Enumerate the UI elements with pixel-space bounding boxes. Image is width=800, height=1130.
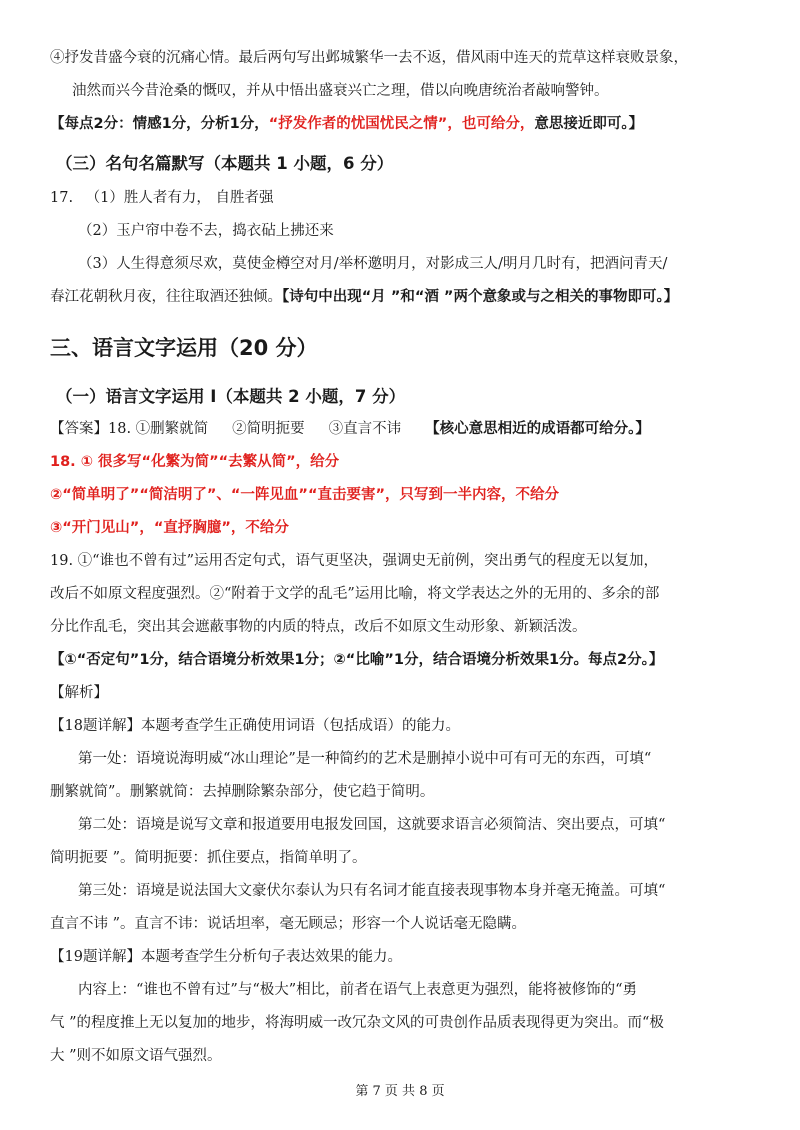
score-note-b: 意思接近即可。】: [534, 116, 644, 132]
q17-number: 17.: [50, 190, 74, 206]
q18-detail-p2b: 简明扼要 ”。简明扼要：抓住要点，指简单明了。: [50, 850, 367, 866]
q19-answer-line1: 19. ①“谁也不曾有过”运用否定句式，语气更坚决，强调史无前例，突出勇气的程度无以复加，: [50, 553, 658, 569]
score-note-a: 【每点2分：情感1分，分析1分，: [50, 116, 269, 132]
q17-answer-2: （2）玉户帘中卷不去，捣衣砧上拂还来: [78, 223, 334, 239]
page-content: [50, 42, 770, 1073]
section-3-title: （三）名句名篇默写（本题共 1 小题，6 分）: [56, 154, 394, 173]
part-3-title: 三、语言文字运用（20 分）: [50, 336, 318, 360]
q18-detail-p1b: 删繁就简”。删繁就简：去掉删除繁杂部分，使它趋于简明。: [50, 784, 435, 800]
q19-detail-p1c: 大 ”则不如原文语气强烈。: [50, 1048, 222, 1064]
q19-detail-p1a: 内容上：“谁也不曾有过”与“极大”相比，前者在语气上表意更为强烈，能将被修饰的“勇: [78, 982, 638, 998]
q17-answer-1: （1）胜人者有力， 自胜者强: [85, 190, 274, 206]
q18-detail-p3a: 第三处：语境是说法国大文豪伏尔泰认为只有名词才能直接表现事物本身并毫无掩盖。可填“: [78, 883, 666, 899]
page-footer: 第 7 页 共 8 页: [355, 1084, 445, 1099]
q18-detail-head-row: [50, 710, 770, 743]
q19-answer-line2: 改后不如原文程度强烈。②“附着于文学的乱毛”运用比喻，将文学表达之外的无用的、多余的部: [50, 586, 660, 602]
score-note-q16: [50, 108, 770, 141]
score-note-red: “抒发作者的忧国忧民之情”，也可给分，: [268, 116, 535, 132]
q19-detail-intro: 本题考查学生分析句子表达效果的能力。: [140, 949, 402, 965]
q18-red-note-3: ③“开门见山”，“直抒胸臆”，不给分: [50, 520, 289, 536]
q17-answer-3a: （3）人生得意须尽欢，莫使金樽空对月/举杯邀明月，对影成三人/明月几时有，把酒问青天/: [78, 256, 668, 272]
q18-detail-p2a: 第二处：语境是说写文章和报道要用电报发回国，这就要求语言必须简洁、突出要点，可填“: [78, 817, 666, 833]
q19-detail-p1b: 气 ”的程度推上无以复加的地步，将海明威一改冗杂文风的可贵创作品质表现得更为突出。而“极: [50, 1015, 664, 1031]
q18-score-note: 【核心意思相近的成语都可给分。】: [425, 421, 650, 437]
q17-answer-3b: 春江花朝秋月夜，往往取酒还独倾。: [50, 289, 282, 305]
q18-answer-c: ③直言不讳: [328, 421, 402, 437]
q18-red-note-2: ②“简单明了”“简洁明了”、“一阵见血”“直击要害”，只写到一半内容，不给分: [50, 487, 560, 503]
q18-answer-b: ②简明扼要: [232, 421, 305, 437]
part-3-sub1-title: （一）语言文字运用 Ⅰ（本题共 2 小题，7 分）: [56, 387, 406, 406]
q19-detail-head-row: [50, 941, 770, 974]
para-q16-line1: ④抒发昔盛今衰的沉痛心情。最后两句写出邺城繁华一去不返，借风雨中连天的荒草这样衰败景象，: [50, 50, 688, 66]
q18-detail-p1a: 第一处：语境说海明威“冰山理论”是一种简约的艺术是删掉小说中可有可无的东西，可填“: [78, 751, 652, 767]
q17-score-note: 【诗句中出现“月 ”和“酒 ”两个意象或与之相关的事物即可。】: [282, 289, 679, 305]
q18-detail-p3b: 直言不讳 ”。直言不讳：说话坦率，毫无顾忌；形容一个人说话毫无隐瞒。: [50, 916, 527, 932]
analysis-label: 【解析】: [50, 685, 108, 701]
q17-answer-3b-row: [50, 281, 770, 314]
para-q16-line2: 油然而兴今昔沧桑的慨叹，并从中悟出盛衰兴亡之理，借以向晚唐统治者敲响警钟。: [72, 83, 609, 99]
q19-score-note: 【①“否定句”1分，结合语境分析效果1分；②“比喻”1分，结合语境分析效果1分。每点2分。】: [50, 652, 664, 668]
q18-red-note-1: 18. ① 很多写“化繁为简”“去繁从简”，给分: [50, 454, 340, 470]
q19-detail-head: 【19题详解】: [50, 949, 141, 965]
q17-line1: [50, 182, 770, 215]
q19-answer-line3: 分比作乱毛，突出其会遮蔽事物的内质的特点，改后不如原文生动形象、新颖活泼。: [50, 619, 587, 635]
q18-detail-intro: 本题考查学生正确使用词语（包括成语）的能力。: [140, 718, 460, 734]
q18-detail-head: 【18题详解】: [50, 718, 141, 734]
q18-answer-row: [50, 413, 770, 446]
q18-answer-a: 【答案】18. ①删繁就简: [50, 421, 209, 437]
